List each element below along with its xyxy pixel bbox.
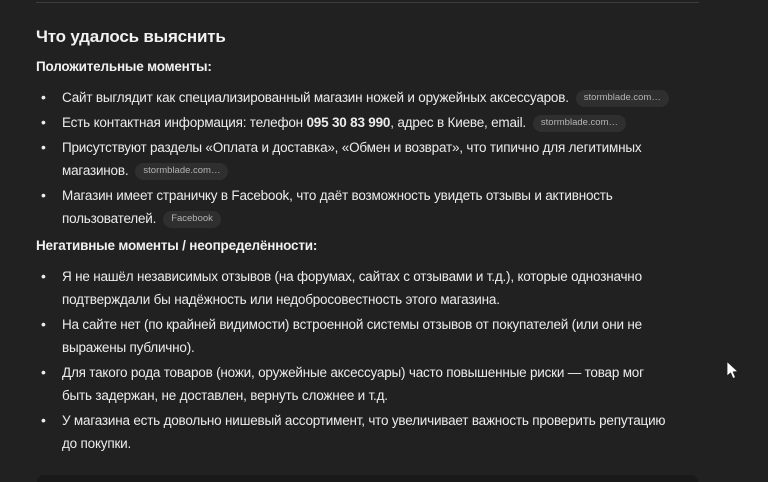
list-item — [36, 313, 700, 359]
negatives-title: Негативные моменты / неопределённости: — [36, 238, 318, 253]
source-citation-chip[interactable]: stormblade.com… — [576, 90, 669, 107]
positives-list — [36, 86, 700, 230]
list-item-text: • Присутствуют разделы «Оплата и доставка», «Обмен и возврат», что типично для легитимных — [62, 140, 642, 155]
list-item — [36, 265, 700, 311]
negatives-list — [36, 265, 700, 455]
assistant-message — [36, 0, 700, 457]
list-item-text: до покупки. — [62, 436, 132, 451]
mouse-cursor — [726, 361, 740, 381]
list-item-text: подтверждали бы надёжность или недобросовестность этого магазина. — [62, 292, 500, 307]
list-item-text: магазинов. — [62, 163, 129, 178]
list-item-text: Сайт выглядит как специализированный магазин ножей и оружейных аксессуаров. — [62, 90, 569, 105]
list-item-text: • Для такого рода товаров (ножи, оружейные аксессуары) часто повышенные риски — товар мог — [62, 365, 644, 380]
list-item-text: выражены публично). — [62, 340, 195, 355]
positives-title: Положительные моменты: — [36, 59, 212, 74]
list-item-text: , адрес в Киеве, email. — [390, 115, 526, 130]
list-item — [36, 86, 700, 109]
list-item — [36, 136, 700, 182]
list-item — [36, 409, 700, 455]
list-item-text: • Я не нашёл независимых отзывов (на форумах, сайтах с отзывами и т.д.), которые однозначно — [62, 269, 642, 284]
facebook-citation-chip[interactable]: Facebook — [163, 211, 221, 228]
list-item — [36, 111, 700, 134]
page-title: Что удалось выяснить — [36, 27, 226, 46]
list-item — [36, 184, 700, 230]
list-item-text: быть задержан, не доставлен, вернуть сложнее и т.д. — [62, 388, 388, 403]
list-item — [36, 361, 700, 407]
list-item-line — [62, 159, 700, 182]
list-item-text: пользователей. — [62, 211, 157, 226]
list-item-text: • На сайте нет (по крайней видимости) встроенной системы отзывов от покупателей (или они не — [62, 317, 642, 332]
list-item-text: • Магазин имеет страничку в Facebook, что даёт возможность увидеть отзывы и активность — [62, 188, 613, 203]
list-item-text: Есть контактная информация: телефон — [62, 115, 307, 130]
list-item-text: • У магазина есть довольно нишевый ассортимент, что увеличивает важность проверить репутацию — [62, 413, 666, 428]
source-citation-chip[interactable]: stormblade.com… — [533, 115, 626, 132]
list-item-line — [62, 207, 700, 230]
source-citation-chip[interactable]: stormblade.com… — [135, 163, 228, 180]
phone-number: 095 30 83 990 — [306, 115, 391, 130]
